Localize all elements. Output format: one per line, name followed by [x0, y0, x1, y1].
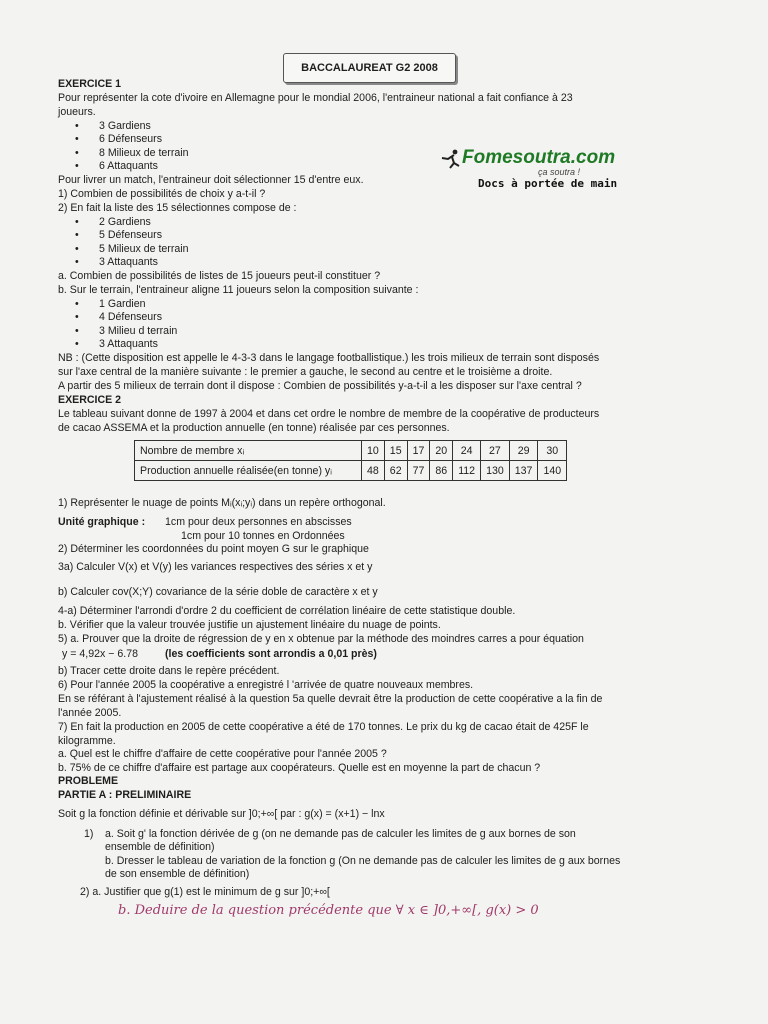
ex2-q5a: 5) a. Prouver que la droite de régression de y en x obtenue par la méthode des moindres carres a pour équation [58, 633, 584, 645]
pb-q1b: b. Dresser le tableau de variation de la fonction g (On ne demande pas de calculer les limites de g aux bornes [105, 855, 621, 867]
ex1-nb-2: sur l'axe central de la manière suivante : le premier a gauche, le second au centre et le troisième a droite. [58, 366, 553, 378]
ex1-nb-3: A partir des 5 milieux de terrain dont il dispose : Combien de possibilités y-a-t-il a les disposer sur l'axe central ? [58, 380, 582, 392]
ex2-q7b: kilogramme. [58, 735, 116, 747]
table-cell: 15 [384, 441, 407, 461]
list-item: • 2 Gardiens [99, 216, 151, 229]
probleme-heading: PROBLEME [58, 775, 119, 787]
page-title: BACCALAUREAT G2 2008 [283, 53, 456, 83]
table-cell: 62 [384, 461, 407, 481]
ex1-select: Pour livrer un match, l'entraineur doit sélectionner 15 d'entre eux. [58, 174, 364, 186]
table-cell: 30 [538, 441, 567, 461]
ex2-q4a: 4-a) Déterminer l'arrondi d'ordre 2 du coefficient de corrélation linéaire de cette statistique double. [58, 605, 516, 617]
list-item: • 3 Attaquants [99, 256, 158, 269]
table-cell: 77 [407, 461, 430, 481]
logo-name: Fomesoutra.com [462, 147, 616, 168]
table-cell: 48 [362, 461, 385, 481]
ex2-intro-2: de cacao ASSEMA et la production annuelle (en tonne) réalisée par ces personnes. [58, 422, 450, 434]
list-item: • 8 Milieux de terrain [99, 147, 189, 160]
list-item: • 6 Attaquants [99, 160, 158, 173]
ex2-q4b: b. Vérifier que la valeur trouvée justifie un ajustement linéaire du nuage de points. [58, 619, 441, 631]
table-cell: 24 [453, 441, 481, 461]
fomesoutra-logo [440, 147, 660, 195]
ex1-qb: b. Sur le terrain, l'entraineur aligne 11 joueurs selon la composition suivante : [58, 284, 419, 296]
handwritten-note: b. Deduire de la question précédente que ∀ x ∈ ]0,+∞[, g(x) > 0 [118, 903, 539, 918]
partie-a-heading: PARTIE A : PRELIMINAIRE [58, 789, 192, 801]
ex2-q7c: a. Quel est le chiffre d'affaire de cette coopérative pour l'année 2005 ? [58, 748, 387, 760]
table-cell: 20 [430, 441, 453, 461]
ex2-q3b: b) Calculer cov(X;Y) covariance de la série doble de caractère x et y [58, 586, 378, 598]
ex2-q7d: b. 75% de ce chiffre d'affaire est partage aux coopérateurs. Quelle est en moyenne la part de chacun ? [58, 762, 541, 774]
logo-sub: ça soutra ! [538, 167, 581, 177]
list-item: • 3 Attaquants [99, 338, 158, 351]
row-label: Nombre de membre xᵢ [135, 441, 362, 461]
ex1-q1: 1) Combien de possibilités de choix y a-t-il ? [58, 188, 266, 200]
ex2-q6c: l'année 2005. [58, 707, 122, 719]
pb-q1b-cont: de son ensemble de définition) [105, 868, 250, 880]
ex2-q1: 1) Représenter le nuage de points Mᵢ(xᵢ;yᵢ) dans un repère orthogonal. [58, 497, 386, 509]
ex2-heading: EXERCICE 2 [58, 394, 121, 406]
table-cell: 10 [362, 441, 385, 461]
table-cell: 130 [481, 461, 510, 481]
ex2-q2: 2) Déterminer les coordonnées du point moyen G sur le graphique [58, 543, 369, 555]
unit-2: 1cm pour 10 tonnes en Ordonnées [181, 530, 345, 542]
table-row [135, 441, 567, 461]
list-item: • 1 Gardien [99, 298, 146, 311]
list-item: • 4 Défenseurs [99, 311, 162, 324]
table-cell: 17 [407, 441, 430, 461]
list-item: • 5 Milieux de terrain [99, 243, 189, 256]
unit-label: Unité graphique : [58, 516, 146, 528]
unit-1: 1cm pour deux personnes en abscisses [165, 516, 352, 528]
table-cell: 27 [481, 441, 510, 461]
list-item: • 3 Gardiens [99, 120, 151, 133]
table-cell: 29 [509, 441, 538, 461]
equation-note: (les coefficients sont arrondis a 0,01 près) [165, 648, 377, 660]
ex2-q6a: 6) Pour l'année 2005 la coopérative a enregistré l 'arrivée de quatre nouveaux membres. [58, 679, 474, 691]
function-definition: Soit g la fonction définie et dérivable sur ]0;+∞[ par : g(x) = (x+1) − lnx [58, 808, 385, 820]
pb-q2a: 2) a. Justifier que g(1) est le minimum de g sur ]0;+∞[ [80, 886, 330, 898]
table-cell: 137 [509, 461, 538, 481]
pb-q1a: a. Soit g' la fonction dérivée de g (on ne demande pas de calculer les limites de g aux bornes de son [105, 828, 576, 840]
ex2-intro-1: Le tableau suivant donne de 1997 à 2004 et dans cet ordre le nombre de membre de la coopérative de producteurs [58, 408, 600, 420]
ex1-intro-2: joueurs. [58, 106, 96, 118]
table-cell: 112 [453, 461, 481, 481]
ex1-intro-1: Pour représenter la cote d'ivoire en Allemagne pour le mondial 2006, l'entraineur national a fait confiance à 23 [58, 92, 573, 104]
ex2-q6b: En se référant à l'ajustement réalisé à la question 5a quelle devrait être la production de cette coopérative a la fin de [58, 693, 603, 705]
ex2-q3a: 3a) Calculer V(x) et V(y) les variances respectives des séries x et y [58, 561, 373, 573]
table-row [135, 461, 567, 481]
player-icon [440, 149, 462, 169]
pb-q1-number: 1) [84, 828, 94, 840]
row-label: Production annuelle réalisée(en tonne) yᵢ [135, 461, 362, 481]
ex1-qa: a. Combien de possibilités de listes de 15 joueurs peut-il constituer ? [58, 270, 381, 282]
list-item: • 6 Défenseurs [99, 133, 162, 146]
pb-q1a-cont: ensemble de définition) [105, 841, 215, 853]
logo-tagline: Docs à portée de main [478, 177, 618, 190]
data-table [134, 440, 567, 481]
list-item: • 5 Défenseurs [99, 229, 162, 242]
ex2-q7a: 7) En fait la production en 2005 de cette coopérative a été de 170 tonnes. Le prix du kg de cacao était de 425F le [58, 721, 589, 733]
ex2-q5b: b) Tracer cette droite dans le repère précédent. [58, 665, 280, 677]
table-cell: 86 [430, 461, 453, 481]
regression-equation: y = 4,92x − 6.78 [62, 648, 138, 660]
ex1-q2: 2) En fait la liste des 15 sélectionnes compose de : [58, 202, 297, 214]
ex1-nb-1: NB : (Cette disposition est appelle le 4-3-3 dans le langage footballistique.) les trois milieux de terrain sont disposés [58, 352, 600, 364]
list-item: • 3 Milieu d terrain [99, 325, 177, 338]
ex1-heading: EXERCICE 1 [58, 78, 121, 90]
table-cell: 140 [538, 461, 567, 481]
